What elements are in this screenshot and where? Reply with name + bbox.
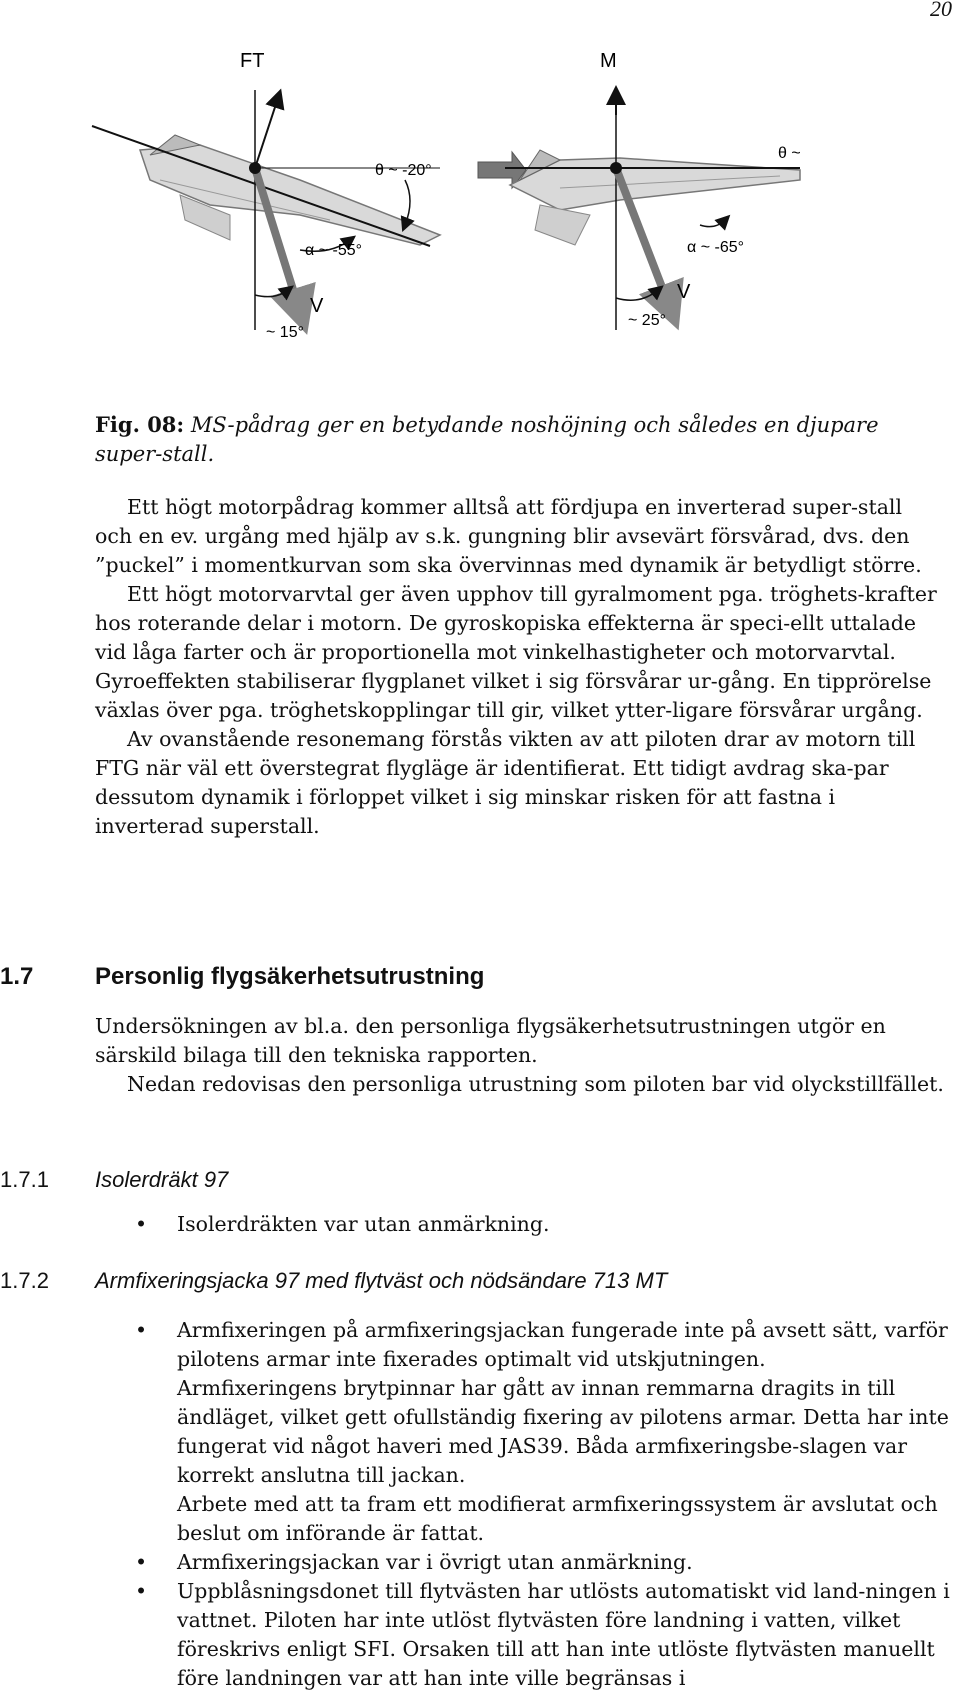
bullet-icon: • — [135, 1579, 148, 1603]
paragraph: Ett högt motorvarvtal ger även upphov till gyralmoment pga. tröghets-krafter hos roterande delar i motorn. De gyroskopiska effekterna är speci-ellt uttalade vid låga farter och är proportionella mot vinkelhastigheter och motorvarvtal. Gyroeffekten stabiliserar flygplanet vilket i sig försvårar ur-gång. En tipprörelse växlas över pga. tröghetskopplingar till gir, vilket ytter-ligare försvårar urgång. — [95, 582, 937, 722]
figure-caption — [95, 410, 935, 469]
list-item — [135, 1316, 955, 1548]
right-theta-label: θ ~ — [778, 145, 801, 162]
bullet-list — [135, 1210, 955, 1239]
left-velocity-label: V — [310, 295, 324, 317]
subsection-title: Armfixeringsjacka 97 med flytväst och nödsändare 713 MT — [95, 1268, 668, 1293]
section-body — [95, 1012, 945, 1099]
subsection-title: Isolerdräkt 97 — [95, 1167, 229, 1192]
left-angle-label: ~ 15° — [266, 324, 304, 341]
caption-text: MS-pådrag ger en betydande noshöjning och således en djupare super-stall. — [95, 413, 879, 466]
subsection-number: 1.7.2 — [0, 1268, 49, 1293]
subsection-heading — [0, 1268, 667, 1294]
list-item-text: Isolerdräkten var utan anmärkning. — [177, 1212, 550, 1236]
paragraph: Undersökningen av bl.a. den personliga flygsäkerhetsutrustningen utgör en särskild bilaga till den tekniska rapporten. — [95, 1014, 886, 1067]
right-figure-label: M — [600, 50, 617, 72]
section-number: 1.7 — [0, 963, 34, 990]
list-item — [135, 1548, 955, 1577]
subsection-number: 1.7.1 — [0, 1167, 49, 1192]
left-center-of-gravity — [249, 162, 261, 174]
bullet-icon: • — [135, 1212, 148, 1236]
list-item — [135, 1210, 955, 1239]
caption-label: Fig. 08: — [95, 412, 185, 437]
bullet-icon: • — [135, 1550, 148, 1574]
left-alpha-label: α ~ -55° — [305, 242, 363, 259]
left-aircraft — [140, 135, 440, 245]
right-velocity-label: V — [677, 281, 691, 303]
list-item-text: Armfixeringsjackan var i övrigt utan anmärkning. — [177, 1550, 693, 1574]
right-angle-label: ~ 25° — [628, 312, 666, 329]
page-number: 20 — [930, 0, 952, 21]
right-aircraft — [510, 150, 800, 245]
left-theta-label: θ ~ -20° — [375, 162, 432, 179]
body-text — [95, 493, 945, 841]
section-title: Personlig flygsäkerhetsutrustning — [95, 963, 485, 990]
list-item-text: Arbete med att ta fram ett modifierat armfixeringssystem är avslutat och beslut om införande är fattat. — [177, 1492, 938, 1545]
subsection-heading — [0, 1167, 228, 1193]
section-heading — [0, 963, 484, 991]
paragraph: Nedan redovisas den personliga utrustning som piloten bar vid olyckstillfället. — [127, 1072, 944, 1096]
list-item-text: Armfixeringen på armfixeringsjackan fungerade inte på avsett sätt, varför pilotens armar inte fixerades optimalt vid utskjutningen. — [177, 1318, 948, 1371]
left-figure-label: FT — [240, 50, 265, 72]
list-item-text: Uppblåsningsdonet till flytvästen har utlösts automatiskt vid land-ningen i vattnet. Piloten har inte utlöst flytvästen före landning i vatten, vilket föreskrivs enligt SFI. Orsaken till att han inte utlöste flytvästen manuellt före landningen var att han inte ville begränsas i — [177, 1579, 950, 1690]
list-item — [135, 1577, 955, 1693]
right-alpha-label: α ~ -65° — [687, 239, 745, 256]
superstall-figure — [0, 40, 960, 360]
paragraph: Ett högt motorpådrag kommer alltså att fördjupa en inverterad super-stall och en ev. urgång med hjälp av s.k. gungning blir avsevärt försvårad, dvs. den ”puckel” i momentkurvan som ska övervinnas med dynamik är betydligt större. — [95, 495, 922, 577]
list-item-text: Armfixeringens brytpinnar har gått av innan remmarna dragits in till ändläget, vilket gett ofullständig fixering av pilotens armar. Detta har inte fungerat vid något haveri med JAS39. Båda armfixeringsbe-slagen var korrekt anslutna till jackan. — [177, 1376, 949, 1487]
left-lift-arrow — [255, 98, 278, 168]
bullet-icon: • — [135, 1318, 148, 1342]
bullet-list — [135, 1316, 955, 1693]
right-center-of-gravity — [610, 162, 622, 174]
paragraph: Av ovanstående resonemang förstås vikten av att piloten drar av motorn till FTG när väl ett överstegrat flygläge är identifierat. Ett tidigt avdrag ska-par dessutom dynamik i förloppet vilket i sig minskar risken för att fastna i inverterad superstall. — [95, 727, 916, 838]
